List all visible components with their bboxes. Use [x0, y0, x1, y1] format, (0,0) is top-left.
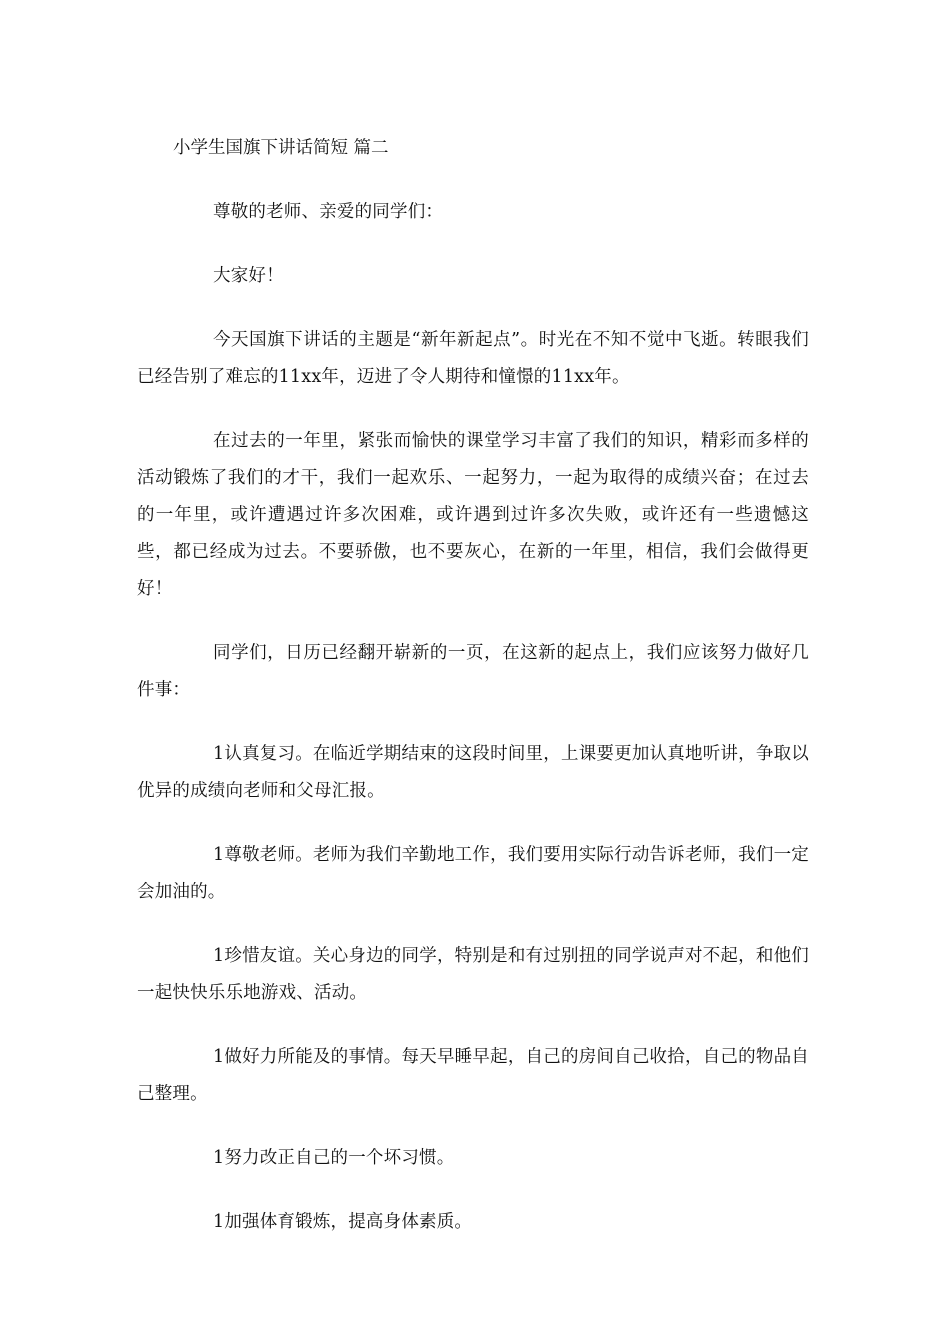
list-item-self-care: 1做好力所能及的事情。每天早睡早起，自己的房间自己收拾，自己的物品自己整理。 [137, 1047, 809, 1104]
paragraph-greeting: 大家好！ [213, 266, 284, 286]
list-item-friendship: 1珍惜友谊。关心身边的同学，特别是和有过别扭的同学说声对不起，和他们一起快快乐乐地游戏、活动。 [137, 946, 809, 1003]
document-body [137, 134, 809, 1268]
paragraph-salutation: 尊敬的老师、亲爱的同学们： [213, 202, 444, 222]
document-title: 小学生国旗下讲话简短 篇二 [173, 138, 389, 158]
list-item-bad-habit: 1努力改正自己的一个坏习惯。 [213, 1148, 455, 1168]
paragraph-theme: 今天国旗下讲话的主题是“新年新起点”。时光在不知不觉中飞逝。转眼我们已经告别了难忘的11xx年，迈进了令人期待和憧憬的11xx年。 [137, 330, 809, 387]
list-item-review: 1认真复习。在临近学期结束的这段时间里，上课要更加认真地听讲，争取以优异的成绩向老师和父母汇报。 [137, 744, 809, 801]
paragraph-past-year: 在过去的一年里，紧张而愉快的课堂学习丰富了我们的知识，精彩而多样的活动锻炼了我们的才干，我们一起欢乐、一起努力，一起为取得的成绩兴奋；在过去的一年里，或许遭遇过许多次困难，或许遇到过许多次失败，或许还有一些遗憾这些，都已经成为过去。不要骄傲，也不要灰心，在新的一年里，相信，我们会做得更好！ [137, 431, 809, 599]
list-item-respect-teachers: 1尊敬老师。老师为我们辛勤地工作，我们要用实际行动告诉老师，我们一定会加油的。 [137, 845, 809, 902]
list-item-exercise: 1加强体育锻炼，提高身体素质。 [213, 1212, 473, 1232]
paragraph-intro-tasks: 同学们，日历已经翻开崭新的一页，在这新的起点上，我们应该努力做好几件事： [137, 643, 809, 700]
